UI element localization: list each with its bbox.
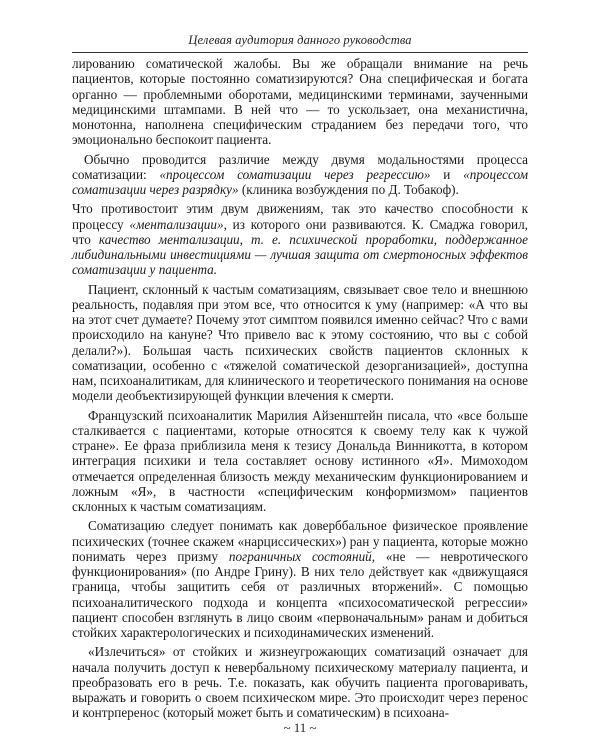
text-run: Французский психоаналитик Марилия Айзенштейн писала, что «все больше сталкивается с пациентами, которые относятся к своему телу как к чужой стране». Ее фраза приблизила меня к тезису Дональда Винникотта, в котором интеграция психики и тела составляет основу истинного «Я». Мимоходом отмечается определенная близость между механическим функционированием и ложным «Я», в частности «специфическим конформизмом» пациентов склонных к частым соматизациям. (72, 407, 528, 514)
text-run: «Излечиться» от стойких и жизнеугрожающих соматизаций означает для начала получить доступ к невербальному психическому материалу пациента, и преобразовать его в речь. Т.е. показать, как обучить пациента проговаривать, выражать и говорить о своем психическом мире. Это происходит через перенос и контрперенос (который может быть и соматическим) в психоана- (72, 644, 528, 721)
paragraph-6 (72, 518, 528, 640)
text-run: лированию соматической жалобы. Вы же обращали внимание на речь пациентов, которые постоянно соматизируются? Она специфическая и богата органно — проблемными оборотами, медицинскими терминами, заученными медицинскими штампами. В ней что — то ускользает, она механистична, монотонна, наполнена специфическим страданием без передачи того, что эмоционально беспокоит пациента. (72, 56, 528, 148)
text-run: Соматизацию следует понимать как доверббальное физическое проявление психических (точнее скажем «нарциссических») ран у пациента, которые можно понимать через призму (72, 518, 528, 564)
paragraph-1 (72, 56, 528, 148)
header-rule (72, 52, 528, 53)
italic-run: «процессом соматизации через разрядку» (72, 166, 528, 197)
paragraph-5 (72, 408, 528, 515)
text-run: Обычно проводится различие между двумя модальностями процесса соматизации: (72, 151, 528, 182)
text-run: (клиника возбуждения по Д. Тобакоф). (238, 182, 459, 197)
running-head: Целевая аудитория данного руководства (188, 33, 412, 47)
text-run: Пациент, склонный к частым соматизациям, связывает свое тело и внешнюю реальность, подавляя при этом все, что относится к уму (например: «А что вы на этот счет думаете? Почему этот симптом появился именно сейчас? Что с вами происходило на кануне? Что привело вас к этому состоянию, что вы с собой делали?»). Большая часть психических свойств пациентов склонных к соматизации, особенно с «тяжелой соматической дезорганизацией», доступна нам, психоаналитикам, для клинического и теоретического понимания на основе модели деобъектизирующей функции влечения к смерти. (72, 281, 528, 404)
text-run: и (430, 166, 464, 182)
italic-run: пограничных состояний (228, 548, 372, 564)
paragraph-3 (72, 201, 528, 277)
paragraph-7 (72, 644, 528, 720)
page-number: ~ 11 ~ (283, 720, 317, 735)
paragraph-2 (72, 152, 528, 198)
italic-run: «ментализации» (129, 216, 224, 232)
text-run: , «не — невротического функционирования» (по Андре Грину). В них тело действует как «движущаяся граница, чтобы защитить себя от различных вторжений». С помощью психоаналитического подхода и концепта «психосоматической регрессии» пациент способен взглянуть в лицо своим «первоначальным» ранам и добиться стойких характерологических и психодинамических изменений. (72, 548, 528, 640)
italic-run: «процессом соматизации через регрессию» (159, 166, 431, 182)
text-run: Что противостоит этим двум движениям, так это качество способности к процессу (72, 201, 528, 232)
italic-run: качество ментализации, т. е. психической проработки, поддержанное либидинальными инвестициями — лучшая защита от смертоносных эффектов соматизации у пациента. (72, 231, 528, 278)
text-run: , из которого они развиваются. К. Смаджа говорил, что (72, 216, 528, 247)
body-text (72, 56, 528, 725)
paragraph-4 (72, 282, 528, 404)
